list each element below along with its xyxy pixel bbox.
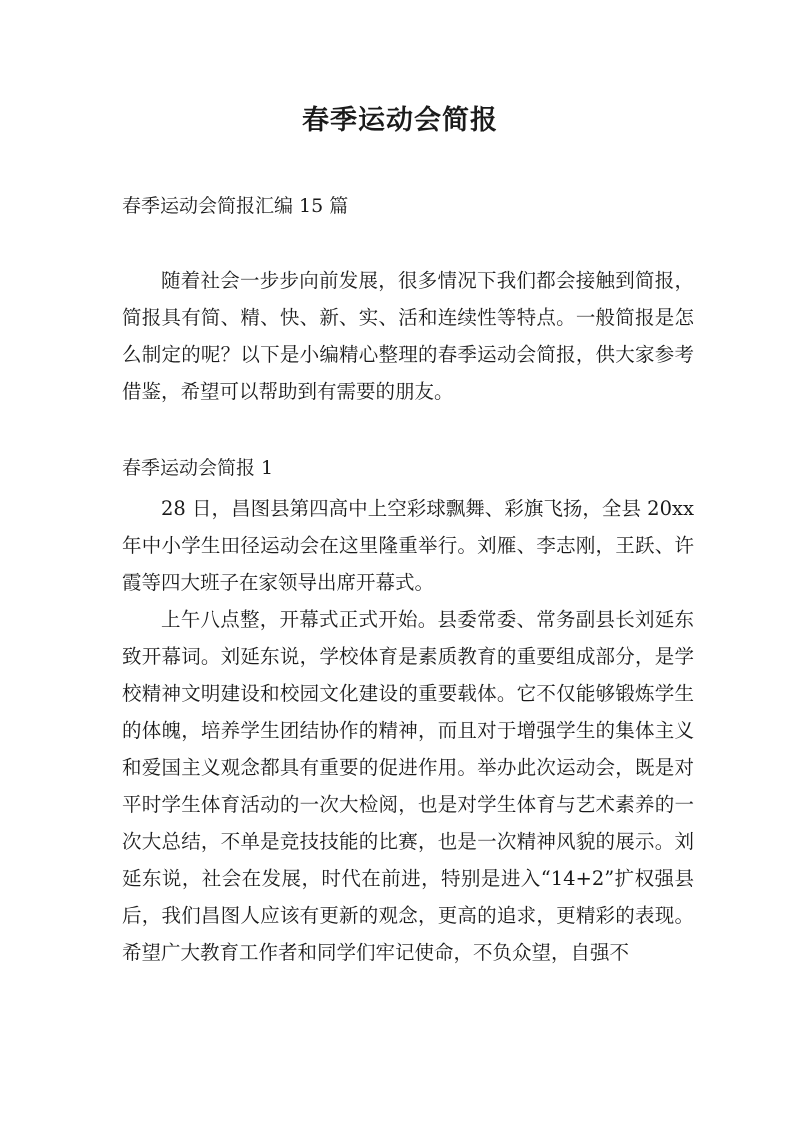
document-subtitle: 春季运动会简报汇编 15 篇 [122, 195, 349, 217]
intro-paragraph: 随着社会一步步向前发展，很多情况下我们都会接触到简报，简报具有简、精、快、新、实、活和连续性等特点。一般简报是怎么制定的呢？以下是小编精心整理的春季运动会简报，供大家参考借鉴，希望可以帮助到有需要的朋友。 [122, 269, 694, 403]
body-paragraph: 28 日，昌图县第四高中上空彩球飘舞、彩旗飞扬，全县 20xx 年中小学生田径运动会在这里隆重举行。刘雁、李志刚，王跃、许霞等四大班子在家领导出席开幕式。 [122, 497, 694, 594]
document-title: 春季运动会简报 [302, 105, 498, 136]
body-paragraph: 上午八点整，开幕式正式开始。县委常委、常务副县长刘延东致开幕词。刘延东说，学校体育是素质教育的重要组成部分，是学校精神文明建设和校园文化建设的重要载体。它不仅能够锻炼学生的体魄，培养学生团结协作的精神，而且对于增强学生的集体主义和爱国主义观念都具有重要的促进作用。举办此次运动会，既是对平时学生体育活动的一次大检阅，也是对学生体育与艺术素养的一次大总结，不单是竞技技能的比赛，也是一次精神风貌的展示。刘延东说，社会在发展，时代在前进，特别是进入“14+2”扩权强县后，我们昌图人应该有更新的观念，更高的追求，更精彩的表现。希望广大教育工作者和同学们牢记使命，不负众望，自强不 [122, 608, 694, 964]
section-heading: 春季运动会简报 1 [122, 457, 274, 479]
section-body [122, 490, 694, 971]
